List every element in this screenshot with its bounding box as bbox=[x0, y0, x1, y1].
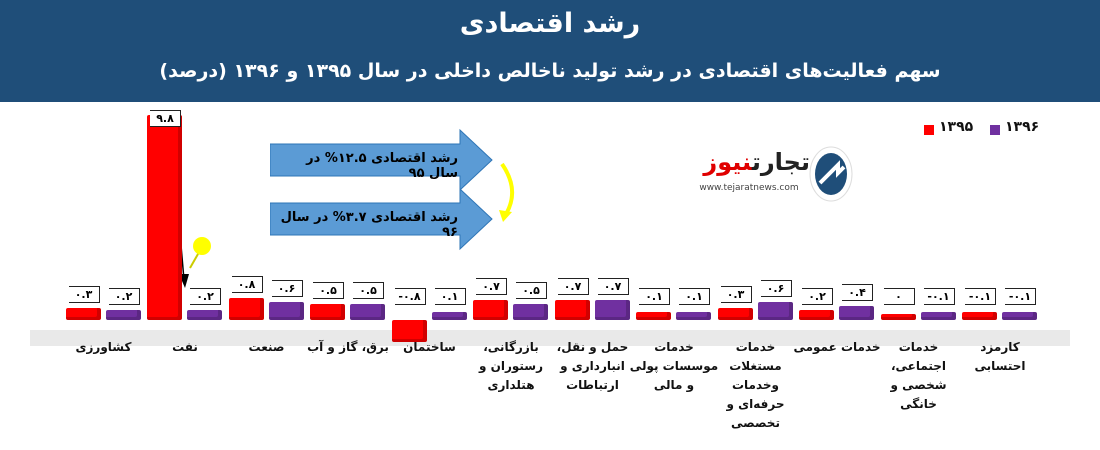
logo-name-part1: تجارت bbox=[751, 148, 810, 176]
value-label-1396-6: ۰.۵ bbox=[516, 282, 547, 299]
category-label-10 bbox=[139, 338, 231, 357]
bar-1396-5 bbox=[595, 300, 630, 320]
value-label-1395-10: ۹.۸ bbox=[150, 110, 181, 127]
chart-subtitle: سهم فعالیت‌های اقتصادی در رشد تولید ناخالص داخلی در سال ۱۳۹۵ و ۱۳۹۶ (درصد) bbox=[159, 60, 941, 82]
bar-1396-11 bbox=[106, 310, 141, 320]
value-label-1395-8: ۰.۵ bbox=[313, 282, 344, 299]
category-label-5 bbox=[547, 338, 639, 395]
value-label-1396-9: ۰.۶ bbox=[272, 280, 303, 297]
value-label-1396-10: ۰.۲ bbox=[190, 288, 221, 305]
category-line: خدمات bbox=[654, 340, 694, 354]
value-label-1395-1: ۰ bbox=[884, 288, 915, 305]
value-label-1395-2: ۰.۲ bbox=[802, 288, 833, 305]
bar-1395-4 bbox=[636, 312, 671, 320]
category-line: خدمات bbox=[735, 340, 776, 354]
value-label-1395-7: -۰.۸ bbox=[395, 288, 426, 305]
bar-1395-0 bbox=[962, 312, 997, 320]
category-line: حمل و نقل، bbox=[556, 340, 629, 354]
category-line: کارمزد احتسابی bbox=[974, 340, 1026, 373]
category-label-9 bbox=[221, 338, 313, 357]
bar-1395-2 bbox=[799, 310, 834, 320]
value-label-1395-5: ۰.۷ bbox=[558, 278, 589, 295]
category-line: ساختمان bbox=[403, 340, 456, 354]
category-line: خدمات عمومی bbox=[793, 340, 881, 354]
category-line: خانگی bbox=[900, 397, 937, 411]
value-label-1395-0: -۰.۱ bbox=[965, 288, 996, 305]
bar-1395-6 bbox=[473, 300, 508, 320]
bar-1396-3 bbox=[758, 302, 793, 320]
category-label-8 bbox=[302, 338, 394, 357]
bar-1396-0 bbox=[1002, 312, 1037, 320]
category-label-7 bbox=[384, 338, 476, 357]
category-line: مستغلات bbox=[729, 359, 782, 373]
bar-1396-6 bbox=[513, 304, 548, 320]
bar-1395-3 bbox=[718, 308, 753, 320]
category-line: هتلداری bbox=[487, 378, 535, 392]
logo-wordmark bbox=[690, 148, 810, 176]
bar-1396-1 bbox=[921, 312, 956, 320]
cycle-arrow-icon bbox=[502, 164, 512, 214]
category-line: موسسات پولی bbox=[629, 359, 719, 373]
value-label-1395-3: ۰.۳ bbox=[721, 286, 752, 303]
bar-1395-9 bbox=[229, 298, 264, 320]
balloon-icon bbox=[193, 237, 211, 255]
bar-1395-11 bbox=[66, 308, 101, 320]
value-label-1396-0: -۰.۱ bbox=[1005, 288, 1036, 305]
value-label-1395-9: ۰.۸ bbox=[232, 276, 263, 293]
value-label-1396-4: ۰.۱ bbox=[679, 288, 710, 305]
value-label-1395-11: ۰.۳ bbox=[69, 286, 100, 303]
category-line: کشاورزی bbox=[75, 340, 132, 354]
category-line: حرفه‌ای و bbox=[726, 397, 785, 411]
value-label-1396-2: ۰.۴ bbox=[842, 284, 873, 301]
value-label-1396-11: ۰.۲ bbox=[109, 288, 140, 305]
category-line: برق، گاز و آب bbox=[307, 340, 389, 354]
logo-icon bbox=[808, 145, 854, 203]
bar-1395-1 bbox=[881, 314, 916, 320]
category-line: ارتباطات bbox=[566, 378, 619, 392]
value-label-1395-6: ۰.۷ bbox=[476, 278, 507, 295]
category-label-6 bbox=[465, 338, 557, 395]
legend-swatch-1396 bbox=[990, 125, 1000, 135]
arrow-text-1395: رشد اقتصادی ۱۲.۵% در سال ۹۵ bbox=[306, 151, 458, 181]
category-line: وخدمات bbox=[731, 378, 780, 392]
category-label-3 bbox=[710, 338, 802, 433]
cycle-arrowhead-icon bbox=[499, 210, 512, 222]
category-line: انبارداری و bbox=[560, 359, 625, 373]
category-line: شخصی و bbox=[890, 378, 947, 392]
bar-1395-5 bbox=[555, 300, 590, 320]
bar-1396-10 bbox=[187, 310, 222, 320]
category-label-0 bbox=[954, 338, 1046, 376]
chart-title: رشد اقتصادی bbox=[459, 8, 641, 39]
bar-1396-8 bbox=[350, 304, 385, 320]
value-label-1396-8: ۰.۵ bbox=[353, 282, 384, 299]
category-label-11 bbox=[58, 338, 150, 357]
category-line: نفت bbox=[172, 340, 198, 354]
category-line: خدمات bbox=[898, 340, 939, 354]
bar-1395-8 bbox=[310, 304, 345, 320]
bar-1395-10 bbox=[147, 115, 182, 320]
category-line: بازرگانی، bbox=[483, 340, 539, 354]
legend-swatch-1395 bbox=[924, 125, 934, 135]
category-line: رستوران و bbox=[478, 359, 544, 373]
value-label-1395-4: ۰.۱ bbox=[639, 288, 670, 305]
legend-label-1396: ۱۳۹۶ bbox=[1005, 119, 1040, 135]
category-label-4 bbox=[628, 338, 720, 395]
category-line: و مالی bbox=[653, 378, 695, 392]
arrow-text-1396: رشد اقتصادی ۳.۷% در سال ۹۶ bbox=[280, 210, 458, 240]
category-label-2 bbox=[791, 338, 883, 357]
value-label-1396-7: ۰.۱ bbox=[435, 288, 466, 305]
value-label-1396-1: -۰.۱ bbox=[924, 288, 955, 305]
bar-1396-4 bbox=[676, 312, 711, 320]
header-banner bbox=[0, 0, 1100, 102]
bar-1396-2 bbox=[839, 306, 874, 320]
logo-url: www.tejaratnews.com bbox=[699, 183, 799, 193]
value-label-1396-5: ۰.۷ bbox=[598, 278, 629, 295]
category-line: تخصصی bbox=[731, 416, 780, 430]
legend-label-1395: ۱۳۹۵ bbox=[939, 119, 974, 135]
value-label-1396-3: ۰.۶ bbox=[761, 280, 792, 297]
category-line: صنعت bbox=[248, 340, 285, 354]
logo-name-part2: نیوز bbox=[703, 148, 752, 176]
category-label-1 bbox=[873, 338, 965, 414]
category-line: اجتماعی، bbox=[890, 359, 947, 373]
bar-1396-7 bbox=[432, 312, 467, 320]
bar-1396-9 bbox=[269, 302, 304, 320]
